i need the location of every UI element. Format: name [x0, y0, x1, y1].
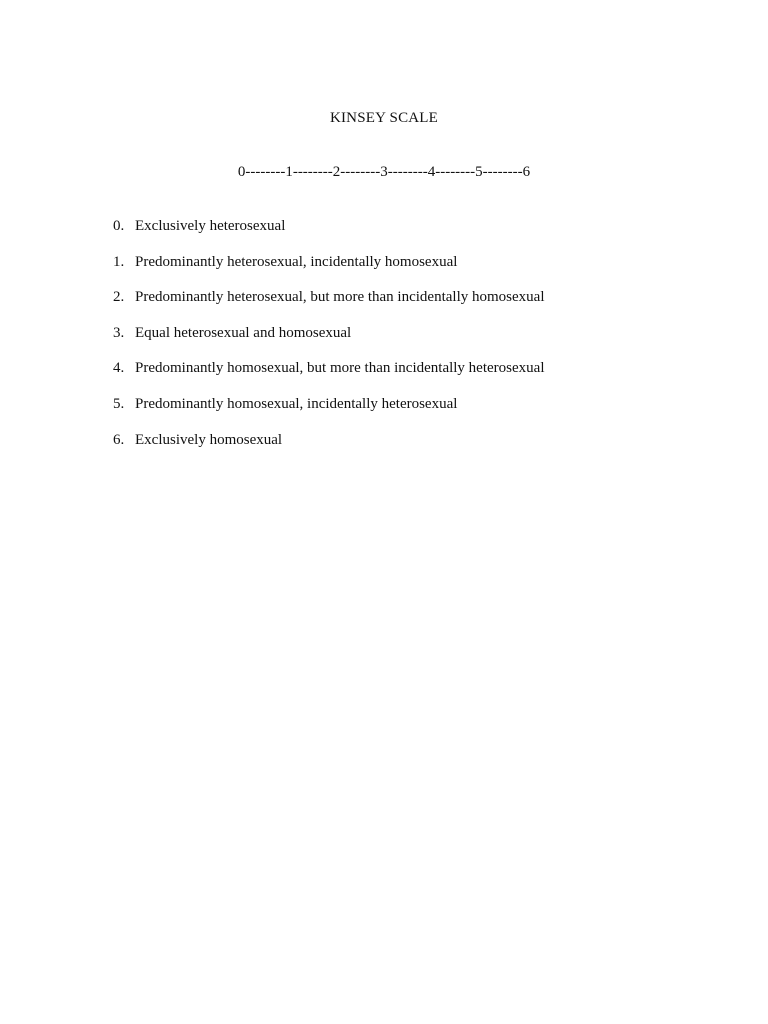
list-item-text: Predominantly heterosexual, but more than incidentally homosexual [135, 289, 545, 306]
list-item-text: Equal heterosexual and homosexual [135, 324, 352, 341]
scale-definitions-list [113, 218, 713, 467]
list-item-number: 5. [113, 395, 125, 412]
list-item [113, 325, 713, 342]
list-item [113, 218, 713, 235]
list-item [113, 396, 713, 413]
list-item-text: Predominantly homosexual, incidentally heterosexual [135, 395, 458, 412]
list-item [113, 254, 713, 271]
list-item [113, 360, 713, 377]
list-item-text: Exclusively homosexual [135, 431, 283, 448]
list-item-number: 1. [113, 253, 125, 270]
list-item-number: 3. [113, 324, 125, 341]
list-item-number: 0. [113, 218, 125, 234]
page-title: KINSEY SCALE [329, 110, 439, 126]
list-item-number: 4. [113, 360, 125, 377]
list-item-text: Predominantly homosexual, but more than incidentally heterosexual [135, 360, 545, 377]
list-item-number: 2. [113, 289, 125, 306]
list-item-number: 6. [113, 431, 125, 448]
list-item-text: Predominantly heterosexual, incidentally homosexual [135, 253, 458, 270]
scale-line: 0--------1--------2--------3--------4--------5--------6 [237, 164, 531, 180]
list-item [113, 432, 713, 449]
list-item [113, 289, 713, 306]
list-item-text: Exclusively heterosexual [135, 218, 286, 234]
